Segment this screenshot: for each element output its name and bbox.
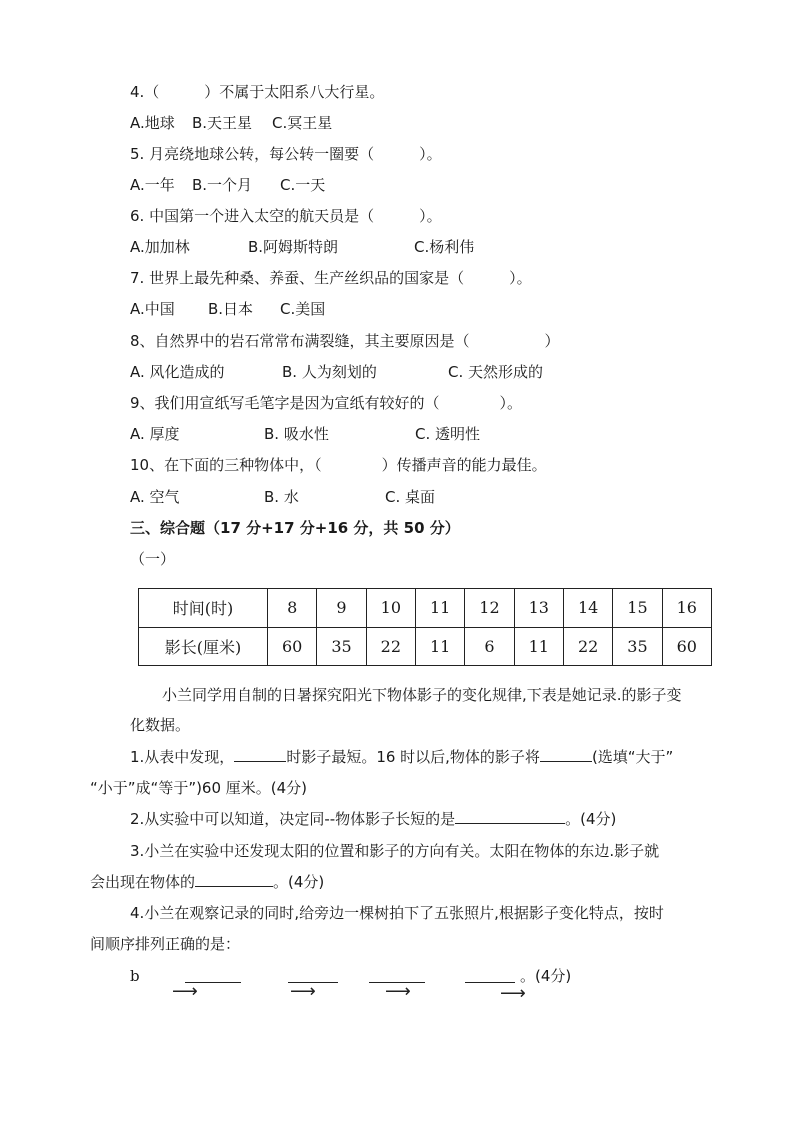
subq4-text-b: 间顺序排列正确的是： [90, 935, 241, 953]
section-title: 三、综合题（17 分+17 分+16 分，共 50 分） [130, 519, 460, 537]
table-cell-length: 60 [268, 627, 317, 666]
subq4-start-letter: b [130, 967, 140, 985]
table-cell-time: 15 [613, 589, 662, 628]
table-cell-length: 35 [317, 627, 366, 666]
subq1-blank-1[interactable] [234, 747, 286, 762]
table-cell-length: 11 [415, 627, 464, 666]
q7-option-c: C.美国 [280, 300, 326, 318]
table-cell-time: 11 [415, 589, 464, 628]
q4-stem: 4.（ ）不属于太阳系八大行星。 [130, 83, 385, 101]
table-row-time [139, 589, 712, 628]
table-row-length [139, 627, 712, 666]
q10-option-b: B. 水 [264, 488, 299, 506]
arrow-right-icon: ⟶ [172, 981, 198, 1002]
table-cell-time: 16 [662, 589, 711, 628]
q10-stem: 10、在下面的三种物体中，（ ）传播声音的能力最佳。 [130, 456, 547, 474]
subq2-line [130, 809, 616, 829]
table-cell-time: 12 [465, 589, 514, 628]
subq3-blank[interactable] [195, 872, 273, 887]
subq1-text-d: “小于”成“等于”)60 厘米。(4分) [90, 779, 308, 797]
subq2-text-b: 。(4分) [565, 810, 617, 828]
q6-option-b: B.阿姆斯特朗 [248, 238, 339, 256]
subq2-blank[interactable] [455, 809, 565, 824]
table-cell-length: 60 [662, 627, 711, 666]
intro-line-2: 化数据。 [130, 716, 191, 734]
table-cell-time: 9 [317, 589, 366, 628]
q7-option-a: A.中国 [130, 300, 175, 318]
table-cell-length: 22 [563, 627, 612, 666]
q6-stem: 6. 中国第一个进入太空的航天员是（ ）。 [130, 207, 442, 225]
q6-option-c: C.杨利伟 [414, 238, 475, 256]
q8-option-b: B. 人为刻划的 [282, 363, 377, 381]
q8-option-a: A. 风化造成的 [130, 363, 225, 381]
arrow-right-icon: ⟶ [290, 981, 316, 1002]
arrow-right-icon: ⟶ [500, 983, 526, 1004]
subq1-blank-2[interactable] [540, 747, 592, 762]
table-cell-length: 35 [613, 627, 662, 666]
q4-option-b: B.天王星 [192, 114, 253, 132]
intro-line-1: 小兰同学用自制的日暑探究阳光下物体影子的变化规律,下表是她记录.的影子变 [162, 686, 682, 704]
table-cell-time: 13 [514, 589, 563, 628]
q9-option-a: A. 厚度 [130, 425, 180, 443]
table-header-time: 时间(时) [139, 589, 268, 628]
subq1-text-c: (选填“大于” [591, 748, 674, 766]
table-cell-time: 14 [563, 589, 612, 628]
q9-stem: 9、我们用宣纸写毛笔字是因为宣纸有较好的（ ）。 [130, 394, 523, 412]
subq4-text-a: 4.小兰在观察记录的同时,给旁边一棵树拍下了五张照片,根据影子变化特点，按时 [130, 904, 664, 922]
table-header-length: 影长(厘米) [139, 627, 268, 666]
q8-stem: 8、自然界中的岩石常常布满裂缝，其主要原因是（ ） [130, 332, 560, 350]
q5-stem: 5. 月亮绕地球公转，每公转一圈要（ ）。 [130, 145, 442, 163]
shadow-length-table [138, 588, 712, 666]
subq1-text-a: 1.从表中发现， [130, 748, 235, 766]
q7-stem: 7. 世界上最先种桑、养蚕、生产丝织品的国家是（ ）。 [130, 269, 532, 287]
q4-option-a: A.地球 [130, 114, 175, 132]
q9-option-c: C. 透明性 [415, 425, 481, 443]
subq1-text-b: 时影子最短。16 时以后,物体的影子将 [286, 748, 540, 766]
q9-option-b: B. 吸水性 [264, 425, 329, 443]
q5-option-b: B.一个月 [192, 176, 253, 194]
q10-option-a: A. 空气 [130, 488, 180, 506]
subq3-text-b: 会出现在物体的 [90, 873, 196, 891]
table-cell-length: 22 [366, 627, 415, 666]
subq1-line-1 [130, 747, 673, 767]
table-cell-length: 11 [514, 627, 563, 666]
q5-option-a: A.一年 [130, 176, 175, 194]
subq3-text-c: 。(4分) [273, 873, 325, 891]
table-cell-time: 8 [268, 589, 317, 628]
table-cell-time: 10 [366, 589, 415, 628]
arrow-right-icon: ⟶ [385, 981, 411, 1002]
subq3-line-2 [90, 872, 324, 892]
q8-option-c: C. 天然形成的 [448, 363, 544, 381]
subq4-points: 。(4分) [520, 967, 572, 985]
q4-option-c: C.冥王星 [272, 114, 333, 132]
subq2-text-a: 2.从实验中可以知道，决定同--物体影子长短的是 [130, 810, 456, 828]
q7-option-b: B.日本 [208, 300, 254, 318]
table-cell-length: 6 [465, 627, 514, 666]
section-part-label: （一） [130, 550, 176, 568]
subq3-text-a: 3.小兰在实验中还发现太阳的位置和影子的方向有关。太阳在物体的东边.影子就 [130, 842, 660, 860]
q5-option-c: C.一天 [280, 176, 326, 194]
q10-option-c: C. 桌面 [385, 488, 436, 506]
q6-option-a: A.加加林 [130, 238, 190, 256]
